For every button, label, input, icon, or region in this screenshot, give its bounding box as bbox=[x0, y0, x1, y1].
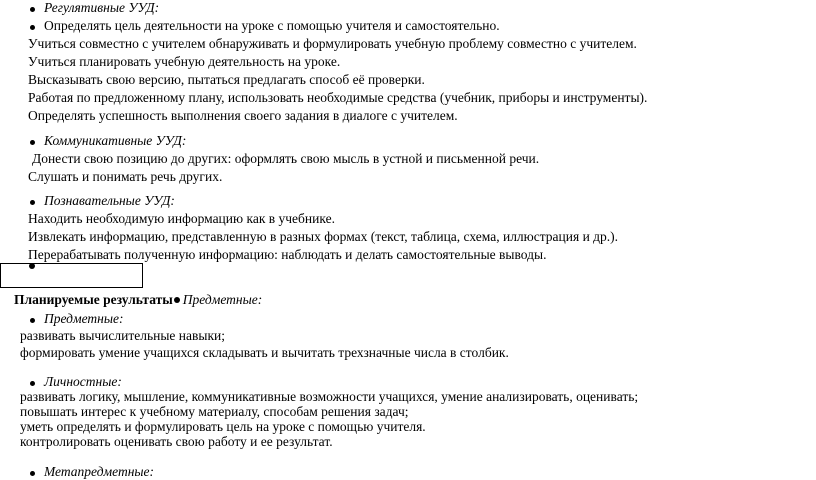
bullet-icon bbox=[30, 471, 35, 476]
subject-line: формировать умение учащихся складывать и вычитать трехзначные числа в столбик. bbox=[20, 345, 509, 360]
empty-frame bbox=[0, 263, 143, 288]
regulative-line: Работая по предложенному плану, использовать необходимые средства (учебник, приборы и инструменты). bbox=[28, 90, 648, 105]
planned-results-label: Планируемые результаты bbox=[14, 292, 173, 307]
subject-line: развивать вычислительные навыки; bbox=[20, 328, 225, 343]
bullet-icon bbox=[30, 25, 35, 30]
regulative-line: Высказывать свою версию, пытаться предлагать способ её проверки. bbox=[28, 72, 425, 87]
planned-subject-inline: Предметные: bbox=[182, 292, 263, 307]
communicative-title: Коммуникативные УУД: bbox=[44, 133, 187, 148]
personal-line: повышать интерес к учебному материалу, способам решения задач; bbox=[20, 404, 409, 419]
personal-line: контролировать оценивать свою работу и ее результат. bbox=[20, 434, 333, 449]
subject-title: Предметные: bbox=[44, 311, 124, 326]
regulative-title: Регулятивные УУД: bbox=[44, 0, 160, 15]
personal-line: уметь определять и формулировать цель на уроке с помощью учителя. bbox=[20, 419, 426, 434]
cognitive-title: Познавательные УУД: bbox=[44, 193, 175, 208]
bullet-icon bbox=[30, 140, 35, 145]
bullet-icon bbox=[30, 200, 35, 205]
communicative-line: Донести свою позицию до других: оформлять свою мысль в устной и письменной речи. bbox=[32, 151, 540, 166]
regulative-line: Определять успешность выполнения своего задания в диалоге с учителем. bbox=[28, 108, 458, 123]
communicative-line: Слушать и понимать речь других. bbox=[28, 169, 223, 184]
planned-results-row bbox=[14, 292, 262, 308]
cognitive-line: Находить необходимую информацию как в учебнике. bbox=[28, 211, 335, 226]
metasubject-title: Метапредметные: bbox=[44, 464, 155, 479]
personal-line: развивать логику, мышление, коммуникативные возможности учащихся, умение анализировать, оценивать; bbox=[20, 389, 639, 404]
personal-title: Личностные: bbox=[44, 374, 122, 389]
bullet-icon bbox=[30, 7, 35, 12]
regulative-first-item: Определять цель деятельности на уроке с помощью учителя и самостоятельно. bbox=[44, 18, 500, 33]
bullet-icon bbox=[174, 297, 180, 303]
regulative-line: Учиться планировать учебную деятельность на уроке. bbox=[28, 54, 341, 69]
cognitive-line: Извлекать информацию, представленную в разных формах (текст, таблица, схема, иллюстрация и др.). bbox=[28, 229, 619, 244]
bullet-icon bbox=[30, 318, 35, 323]
cognitive-line: Перерабатывать полученную информацию: наблюдать и делать самостоятельные выводы. bbox=[28, 247, 547, 262]
regulative-line: Учиться совместно с учителем обнаруживать и формулировать учебную проблему совместно с учителем. bbox=[28, 36, 637, 51]
bullet-icon bbox=[30, 381, 35, 386]
